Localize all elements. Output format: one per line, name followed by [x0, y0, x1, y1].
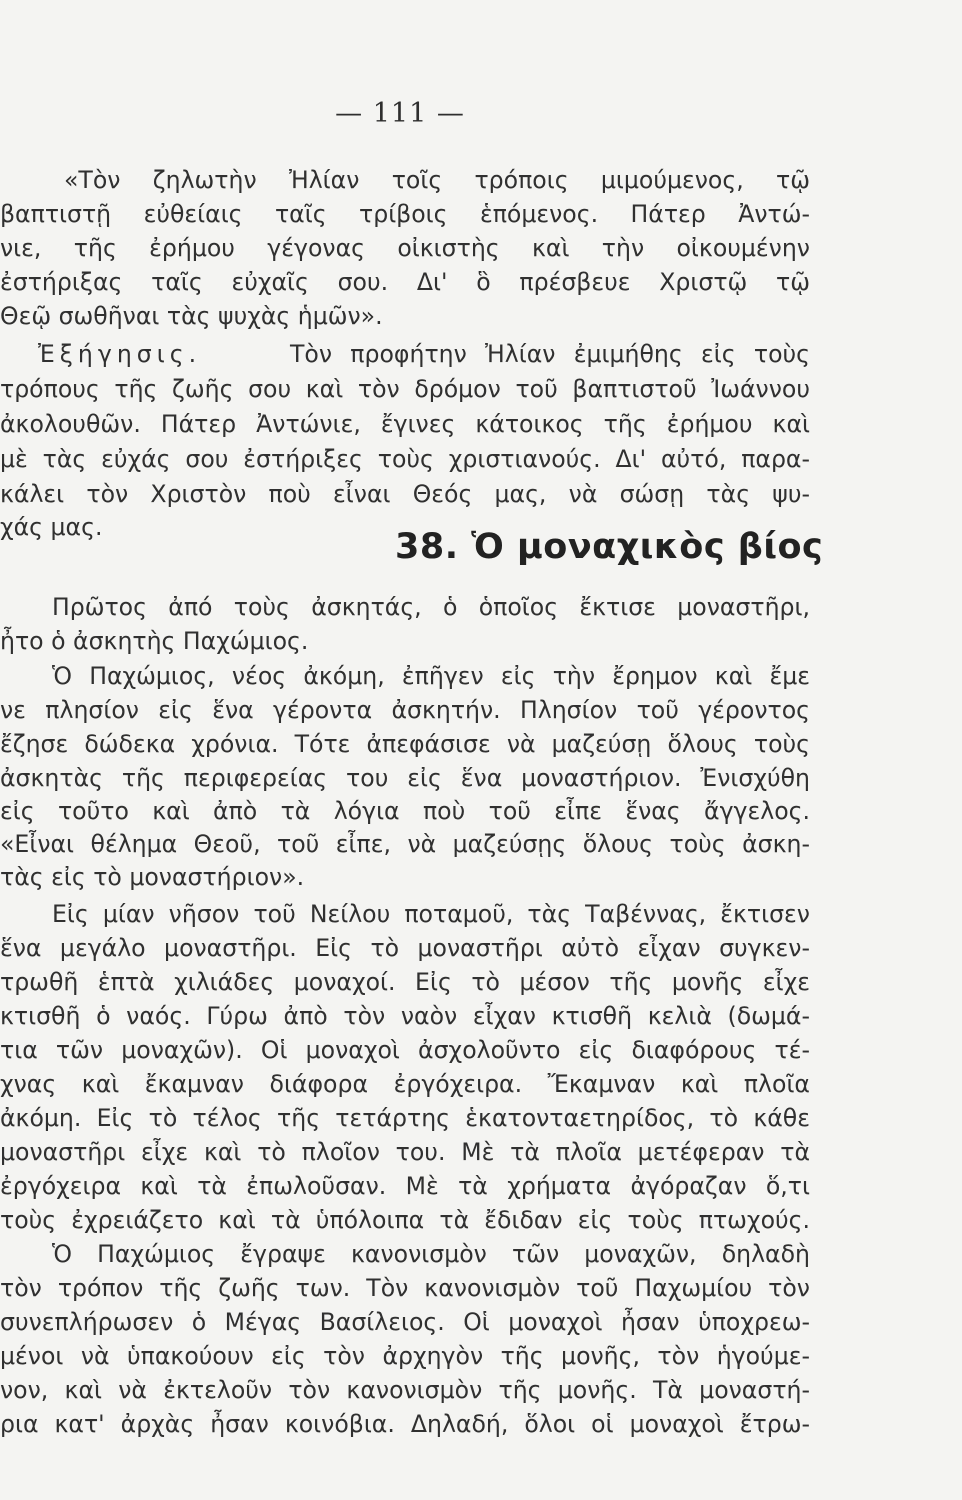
prayer-line: Θεῷ σωθῆναι τὰς ψυχὰς ἡμῶν».: [0, 302, 383, 330]
body-line: Πρῶτος ἀπό τοὺς ἀσκητάς, ὁ ὁποῖος ἔκτισε μοναστῆρι,: [52, 593, 810, 621]
body-line: ἀκόμη. Εἰς τὸ τέλος τῆς τετάρτης ἑκατονταετηρίδος, τὸ κάθε: [0, 1104, 810, 1132]
explanation-line: Τὸν προφήτην Ἠλίαν ἐμιμήθης εἰς τοὺς: [290, 340, 810, 368]
prayer-line: ἐστήριξας ταῖς εὐχαῖς σου. Δι' ὃ πρέσβευε Χριστῷ τῷ: [0, 268, 810, 296]
explanation-line: τρόπους τῆς ζωῆς σου καὶ τὸν δρόμον τοῦ βαπτιστοῦ Ἰωάννου: [0, 375, 810, 403]
body-line: ἀσκητὰς τῆς περιφερείας του εἰς ἕνα μοναστήριον. Ἐνισχύθη: [0, 764, 810, 792]
section-title: 38. Ὁ μοναχικὸς βίος: [395, 527, 824, 567]
body-line: εἰς τοῦτο καὶ ἀπὸ τὰ λόγια ποὺ τοῦ εἶπε ἕνας ἄγγελος.: [0, 797, 810, 825]
body-line: μοναστῆρι εἶχε καὶ τὸ πλοῖον του. Μὲ τὰ πλοῖα μετέφεραν τὰ: [0, 1138, 810, 1166]
explanation-line: κάλει τὸν Χριστὸν ποὺ εἶναι Θεός μας, νὰ σώσῃ τὰς ψυ-: [0, 480, 810, 508]
body-line: μένοι νὰ ὑπακούουν εἰς τὸν ἀρχηγὸν τῆς μονῆς, τὸν ἡγούμε-: [0, 1342, 810, 1370]
body-line: νε πλησίον εἰς ἕνα γέροντα ἀσκητήν. Πλησίον τοῦ γέροντος: [0, 696, 810, 724]
explanation-first-line: [0, 335, 810, 373]
prayer-line: νιε, τῆς ἐρήμου γέγονας οἰκιστὴς καὶ τὴν οἰκουμένην: [0, 234, 810, 262]
body-line: ἐργόχειρα καὶ τὰ ἐπωλοῦσαν. Μὲ τὰ χρήματα ἀγόραζαν ὅ,τι: [0, 1172, 810, 1200]
body-line: «Εἶναι θέλημα Θεοῦ, τοῦ εἶπε, νὰ μαζεύσῃς ὅλους τοὺς ἀσκη-: [0, 830, 810, 858]
explanation-line: μὲ τὰς εὐχάς σου ἐστήριξες τοὺς χριστιανούς. Δι' αὐτό, παρα-: [0, 445, 810, 473]
body-line: ρια κατ' ἀρχὰς ἦσαν κοινόβια. Δηλαδή, ὅλοι οἱ μοναχοὶ ἔτρω-: [0, 1410, 810, 1438]
explanation-line: ἀκολουθῶν. Πάτερ Ἀντώνιε, ἔγινες κάτοικος τῆς ἐρήμου καὶ: [0, 410, 810, 438]
body-line: ἕνα μεγάλο μοναστῆρι. Εἰς τὸ μοναστῆρι αὐτὸ εἶχαν συγκεν-: [0, 934, 810, 962]
prayer-line: «Τὸν ζηλωτὴν Ἠλίαν τοῖς τρόποις μιμούμενος, τῷ: [64, 166, 810, 194]
body-line: νον, καὶ νὰ ἐκτελοῦν τὸν κανονισμὸν τῆς μονῆς. Τὰ μοναστή-: [0, 1376, 810, 1404]
body-line: τοὺς ἐχρειάζετο καὶ τὰ ὑπόλοιπα τὰ ἔδιδαν εἰς τοὺς πτωχούς.: [0, 1206, 810, 1234]
body-line: Ὁ Παχώμιος, νέος ἀκόμη, ἐπῆγεν εἰς τὴν ἔρημον καὶ ἔμε: [52, 662, 810, 690]
body-line: τια τῶν μοναχῶν). Οἱ μοναχοὶ ἀσχολοῦντο εἰς διαφόρους τέ-: [0, 1036, 810, 1064]
body-line: χνας καὶ ἔκαμναν διάφορα ἐργόχειρα. Ἔκαμναν καὶ πλοῖα: [0, 1070, 810, 1098]
body-line: Εἰς μίαν νῆσον τοῦ Νείλου ποταμοῦ, τὰς Ταβέννας, ἔκτισεν: [52, 900, 810, 928]
explanation-label: Ἐξήγησις.: [38, 340, 202, 368]
body-line: τὰς εἰς τὸ μοναστήριον».: [0, 863, 305, 891]
explanation-line: χάς μας.: [0, 513, 103, 541]
body-line: ἔζησε δώδεκα χρόνια. Τότε ἀπεφάσισε νὰ μαζεύσῃ ὅλους τοὺς: [0, 730, 810, 758]
prayer-line: βαπτιστῇ εὐθείαις ταῖς τρίβοις ἑπόμενος. Πάτερ Ἀντώ-: [0, 200, 810, 228]
body-line: κτισθῆ ὁ ναός. Γύρω ἀπὸ τὸν ναὸν εἶχαν κτισθῆ κελιὰ (δωμά-: [0, 1002, 810, 1030]
body-line: τρωθῆ ἑπτὰ χιλιάδες μοναχοί. Εἰς τὸ μέσον τῆς μονῆς εἶχε: [0, 968, 810, 996]
body-line: συνεπλήρωσεν ὁ Μέγας Βασίλειος. Οἱ μοναχοὶ ἦσαν ὑποχρεω-: [0, 1308, 810, 1336]
body-line: Ὁ Παχώμιος ἔγραψε κανονισμὸν τῶν μοναχῶν, δηλαδὴ: [52, 1240, 810, 1268]
body-line: τὸν τρόπον τῆς ζωῆς των. Τὸν κανονισμὸν τοῦ Παχωμίου τὸν: [0, 1274, 810, 1302]
body-line: ἦτο ὁ ἀσκητὴς Παχώμιος.: [0, 627, 309, 655]
page-number: — 111 —: [335, 98, 465, 129]
